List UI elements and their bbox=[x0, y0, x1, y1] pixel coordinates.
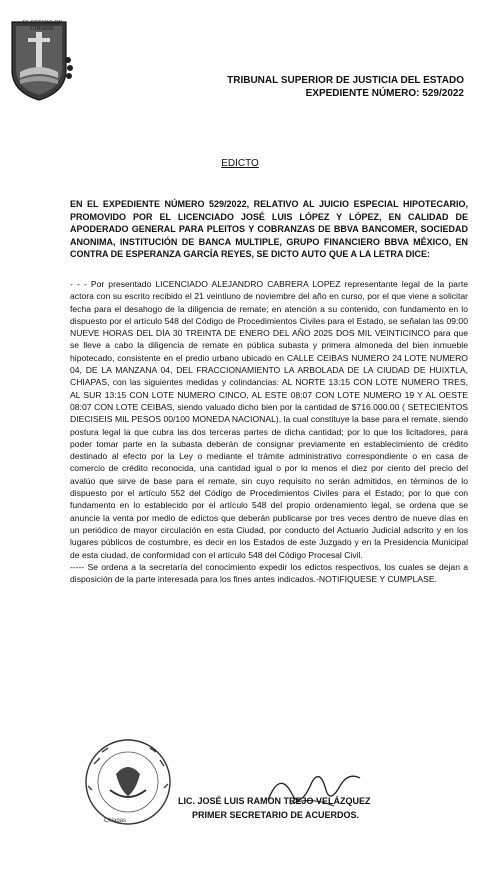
closing-paragraph: ----- Se ordena a la secretaría del conocimiento expedir los edictos respectivos, los cuales se dejan a disposición de la parte interesada para los fines antes indicados.-NOTIFIQUESE Y CUMPLASE. bbox=[70, 561, 468, 585]
document-title: EDICTO bbox=[221, 158, 259, 169]
seal-caption: EL ESTADO DE CHIAPAS bbox=[22, 20, 62, 32]
stamp-icon bbox=[80, 734, 180, 834]
file-number: EXPEDIENTE NÚMERO: 529/2022 bbox=[305, 88, 464, 99]
body-paragraph: - - - Por presentado LICENCIADO ALEJANDRO CABRERA LOPEZ representante legal de la parte actora con su escrito recibido el 21 veintiuno de noviembre del año en curso, por el que viene a solicitar fecha para el desahogo de la diligencia de remate; en atención a su contenido, con fundamento en lo dispuesto por el artículo 548 del Código de Procedimientos Civiles para el Estado, se señalan las 09:00 NUEVE HORAS DEL DÍA 30 TREINTA DE ENERO DEL AÑO 2025 DOS MIL VEINTICINCO para que se lleve a cabo la diligencia de remate en pública subasta y primera almoneda del bien inmueble hipotecado, consistente en el predio urbano ubicado en CALLE CEIBAS NUMERO 24 LOTE NUMERO 04, DE LA MANZANA 04, DEL FRACCIONAMIENTO LA ARBOLADA DE LA CIUDAD DE HUIXTLA, CHIAPAS, con las siguientes medidas y colindancias: AL NORTE 13:15 CON LOTE NUMERO TRES, AL SUR 13:15 CON LOTE NUMERO CINCO, AL ESTE 08:07 CON LOTE NUMERO 19 Y AL OESTE 08:07 CON LOTE CEIBAS, siendo valuado dicho bien por la cantidad de $716.000.00 ( SETECIENTOS DIECISEIS MIL PESOS 00/100 MONEDA NACIONAL), la cual constituye la base para el remate, siendo postura legal la que cubra las dos terceras partes de dicha cantidad; por lo que los licitadores, para poder tomar parte en la subasta deberán de consignar previamente en establecimiento de crédito destinado al efecto por la Ley o mediante el trámite administrativo correspondiente o en casa de comercio de crédito reconocida, una cantidad igual o por lo menos el diez por ciento del precio del avalúo que sirve de base para el remate, sin cuyo requisito no serán admitidos, en términos de lo dispuesto por el artículo 552 del Código de Procedimientos Civiles para el Estado; por lo que con fundamento en lo establecido por el artículo 548 del propio ordenamiento legal, se ordena que se anuncie la venta por medio de edictos que deberán publicarse por tres veces dentro de nueve días en un periódico de mayor circulación en esta Ciudad, por conducto del Actuario Judicial adscrito y en los lugares públicos de costumbre, es decir en los Estados de este Juzgado y en la Presidencia Municipal de esta ciudad, de conformidad con el artículo 548 del Código Procesal Civil. bbox=[70, 279, 468, 560]
court-name: TRIBUNAL SUPERIOR DE JUSTICIA DEL ESTADO bbox=[227, 75, 464, 86]
signer-role: PRIMER SECRETARIO DE ACUERDOS. bbox=[192, 810, 360, 820]
document-header bbox=[180, 74, 464, 100]
stamp-text: Chiapas bbox=[104, 818, 127, 824]
document-body bbox=[70, 278, 468, 585]
signer-name: LIC. JOSÉ LUIS RAMON TREJO VELÁZQUEZ bbox=[178, 796, 371, 806]
signature-block bbox=[178, 794, 438, 822]
intro-paragraph: EN EL EXPEDIENTE NÚMERO 529/2022, RELATIVO AL JUICIO ESPECIAL HIPOTECARIO, PROMOVIDO POR EL LICENCIADO JOSÉ LUIS LÓPEZ Y LÓPEZ, EN CALIDAD DE APODERADO GENERAL PARA PLEITOS Y COBRANZAS DE BBVA BANCOMER, SOCIEDAD ANONIMA, INSTITUCIÓN DE BANCA MULTIPLE, GRUPO FINANCIERO BBVA MÉXICO, EN CONTRA DE ESPERANZA GARCÍA REYES, SE DICTO AUTO QUE A LA LETRA DICE: bbox=[70, 199, 468, 260]
state-seal-logo bbox=[6, 8, 76, 104]
official-stamp bbox=[80, 734, 180, 834]
